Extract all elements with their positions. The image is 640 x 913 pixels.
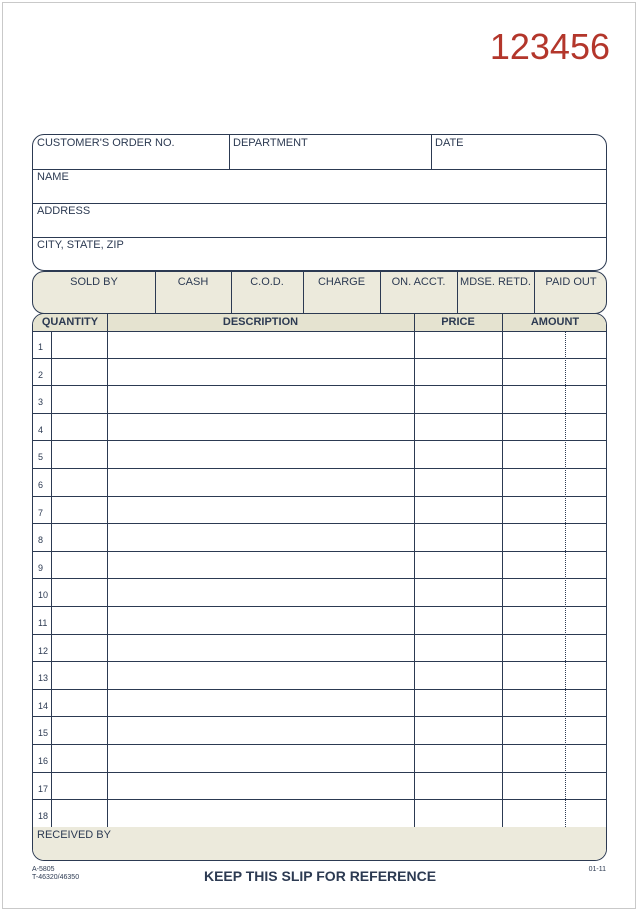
- line-number: 9: [38, 562, 44, 573]
- table-row[interactable]: [33, 579, 606, 607]
- table-row[interactable]: [33, 469, 606, 497]
- quantity-header: QUANTITY: [41, 316, 99, 328]
- form-code-2: T-46320/46350: [32, 874, 80, 881]
- line-number: 18: [38, 811, 49, 822]
- customers-order-no-label: CUSTOMER'S ORDER NO.: [37, 137, 175, 149]
- on-acct-label[interactable]: ON. ACCT.: [391, 276, 446, 288]
- order-row: [33, 135, 606, 170]
- table-row[interactable]: [33, 524, 606, 552]
- address-row[interactable]: [33, 203, 606, 238]
- line-number: 10: [38, 590, 49, 601]
- name-label: NAME: [37, 171, 69, 183]
- form-code-1: A-5805: [32, 866, 55, 873]
- table-row[interactable]: [33, 635, 606, 663]
- name-row[interactable]: [33, 169, 606, 204]
- line-number: 16: [38, 756, 49, 766]
- line-number: 11: [38, 618, 48, 628]
- reference-notice: KEEP THIS SLIP FOR REFERENCE: [203, 868, 437, 884]
- serial-number: 123456: [489, 26, 610, 67]
- received-by-row[interactable]: [33, 827, 606, 860]
- sold-by-label[interactable]: SOLD BY: [70, 276, 118, 288]
- customer-info-block: [32, 134, 607, 271]
- table-header: [33, 314, 606, 332]
- cod-label[interactable]: C.O.D.: [250, 276, 284, 288]
- line-number: 15: [38, 728, 49, 739]
- address-label: ADDRESS: [37, 205, 91, 217]
- table-row[interactable]: [33, 331, 606, 359]
- table-row[interactable]: [33, 607, 606, 635]
- line-number: 12: [38, 645, 49, 656]
- line-number: 3: [38, 397, 44, 408]
- date-label: DATE: [435, 137, 464, 149]
- line-number: 7: [38, 507, 44, 518]
- price-header: PRICE: [441, 316, 475, 328]
- charge-label[interactable]: CHARGE: [317, 276, 366, 288]
- table-row[interactable]: [33, 745, 606, 773]
- description-header: DESCRIPTION: [222, 316, 299, 328]
- line-items-table: [32, 313, 607, 861]
- city-state-zip-label: CITY, STATE, ZIP: [37, 239, 124, 251]
- line-number: 14: [38, 700, 49, 711]
- table-row[interactable]: [33, 690, 606, 718]
- line-number: 5: [38, 452, 44, 463]
- divider: [229, 135, 230, 169]
- paid-out-label[interactable]: PAID OUT: [545, 276, 597, 288]
- line-number: 1: [38, 342, 44, 352]
- table-row[interactable]: [33, 800, 606, 828]
- line-number: 4: [38, 424, 44, 435]
- table-row[interactable]: [33, 717, 606, 745]
- table-row[interactable]: [33, 552, 606, 580]
- line-number: 8: [38, 535, 44, 546]
- divider: [431, 135, 432, 169]
- table-row[interactable]: [33, 773, 606, 801]
- table-row[interactable]: [33, 386, 606, 414]
- cash-label[interactable]: CASH: [177, 276, 209, 288]
- department-label: DEPARTMENT: [233, 137, 308, 149]
- amount-header: AMOUNT: [530, 316, 580, 328]
- line-number: 6: [38, 480, 44, 490]
- line-number: 17: [38, 783, 49, 794]
- table-row[interactable]: [33, 414, 606, 442]
- payment-type-strip: [32, 271, 607, 314]
- table-row[interactable]: [33, 497, 606, 525]
- city-state-zip-row[interactable]: [33, 237, 606, 271]
- table-row[interactable]: [33, 662, 606, 690]
- received-by-label: RECEIVED BY: [37, 829, 111, 841]
- mdse-retd-label[interactable]: MDSE. RETD.: [460, 276, 531, 288]
- revision-code: 01-11: [588, 866, 606, 873]
- table-row[interactable]: [33, 441, 606, 469]
- line-number: 13: [38, 673, 49, 684]
- line-number: 2: [38, 369, 44, 380]
- table-row[interactable]: [33, 359, 606, 387]
